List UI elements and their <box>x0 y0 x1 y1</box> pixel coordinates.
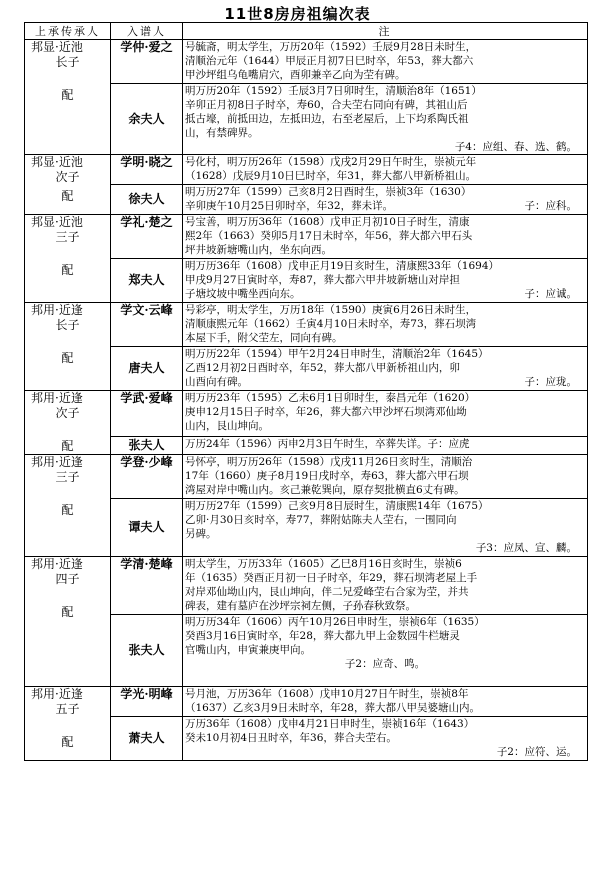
genealogy-table <box>24 22 588 761</box>
wife-name: 谭夫人 <box>111 499 183 557</box>
header-row <box>25 23 588 40</box>
wife-name: 郑夫人 <box>111 259 183 303</box>
husband-note: 号毓斋，明太学生，万历20年（1592）壬辰9月28日未时生， 清顺治元年（1644）甲辰正月初7日巳时卒，年53，葬大都六 甲沙坪组乌龟嘴肩穴，酉卯兼辛乙向为茔有碑。 <box>183 40 588 84</box>
table-row <box>25 687 588 717</box>
table-row <box>25 391 588 437</box>
member-name: 学武·爱峰 <box>111 391 183 437</box>
wife-name: 张夫人 <box>111 437 183 455</box>
wife-note: 明万历27年（1599）己亥8月2日酉时生，崇祯3年（1630） 辛卯庚午10月25日卯时卒，年32，葬未详。 子：应科。 <box>183 185 588 215</box>
header-member: 入谱人 <box>111 23 183 40</box>
ancestor-cell: 邦显·近池 次子 配 <box>25 155 111 215</box>
wife-note: 明万历27年（1599）己亥9月8日辰时生，清康熙14年（1675） 乙卯·月30日亥时卒，寿77，葬附姑陈夫人茔右，一围同向 另碑。 子3：应凤、宣、麟。 <box>183 499 588 557</box>
wife-note: 明万历36年（1608）戊申正月19日亥时生，清康熙33年（1694） 甲戌9月27日寅时卒，寿87，葬大都六甲井坡新塘山对岸担 子塘坟坡中嘴坐西向东。 子：应诚。 <box>183 259 588 303</box>
husband-note: 号化村，明万历26年（1598）戊戌2月29日午时生，崇祯元年 （1628）戊辰9月10日巳时卒，年31，葬大都八甲新桥祖山。 <box>183 155 588 185</box>
wife-name: 徐夫人 <box>111 185 183 215</box>
table-row <box>25 455 588 499</box>
children-note: 子3：应凤、宣、麟。 <box>475 542 577 554</box>
wife-name: 余夫人 <box>111 84 183 155</box>
member-name: 学礼·楚之 <box>111 215 183 259</box>
table-row <box>25 303 588 347</box>
ancestor-cell: 邦用·近逢 长子 配 <box>25 303 111 391</box>
children-note: 子：应诚。 <box>524 288 577 300</box>
member-name: 学登·少峰 <box>111 455 183 499</box>
page-title: 11世8房房祖编次表 <box>224 5 371 23</box>
wife-note: 万历24年（1596）丙申2月3日午时生，卒葬失详。子：应虎 <box>183 437 588 455</box>
wife-name: 萧夫人 <box>111 717 183 761</box>
wife-note: 明万历20年（1592）壬辰3月7日卯时生，清顺治8年（1651） 辛卯正月初8日子时卒，寿60，合夫茔右同向有碑，其祖山后 抵古壕，前抵田边，左抵田边，右至老屋后，上下均系陶氏祖 山，有禁碑界。 子4：应组、春、选、鹤。 <box>183 84 588 155</box>
header-ancestor: 上承传承人 <box>25 23 111 40</box>
children-note: 子：应珑。 <box>524 376 577 388</box>
children-note: 子2：应符、运。 <box>496 746 577 758</box>
member-name: 学文·云峰 <box>111 303 183 347</box>
ancestor-cell: 邦用·近逢 五子 配 <box>25 687 111 761</box>
children-note: 子：应科。 <box>524 200 577 212</box>
member-name: 学明·晓之 <box>111 155 183 185</box>
member-name: 学光·明峰 <box>111 687 183 717</box>
ancestor-cell: 邦用·近逢 三子 配 <box>25 455 111 557</box>
table-row <box>25 215 588 259</box>
husband-note: 号宝善，明万历36年（1608）戊申正月初10日子时生，清康 熙2年（1663）癸卯5月17日未时卒，年56，葬大都六甲石头 坪井坡新塘嘴山内，坐东向西。 <box>183 215 588 259</box>
ancestor-cell: 邦显·近池 三子 配 <box>25 215 111 303</box>
table-row <box>25 155 588 185</box>
wife-note: 明万历34年（1606）丙午10月26日申时生，崇祯6年（1635） 癸酉3月16日寅时卒，年28，葬大都九甲上金数园牛栏塘灵 官嘴山内，申寅兼庚甲向。 子2：应奇、鸣。 <box>183 615 588 687</box>
children-note: 子4：应组、春、选、鹤。 <box>454 141 577 153</box>
wife-name: 张夫人 <box>111 615 183 687</box>
wife-note: 万历36年（1608）戊申4月21日申时生，崇祯16年（1643） 癸未10月初4日丑时卒，年36，葬合夫茔右。 子2：应符、运。 <box>183 717 588 761</box>
member-name: 学仲·爱之 <box>111 40 183 84</box>
ancestor-cell: 邦用·近逢 次子 配 <box>25 391 111 455</box>
husband-note: 号月池，万历36年（1608）戊申10月27日午时生，崇祯8年 （1637）乙亥3月9日未时卒，年28，葬大都八甲吴婆塘山内。 <box>183 687 588 717</box>
ancestor-cell: 邦用·近逢 四子 配 <box>25 557 111 687</box>
husband-note: 号彩亭，明太学生，万历18年（1590）庚寅6月26日未时生， 清顺康熙元年（1662）壬寅4月10日未时卒，寿73，葬石坝湾 本屋下手，附父茔左，同向有碑。 <box>183 303 588 347</box>
table-row <box>25 557 588 615</box>
table-row <box>25 40 588 84</box>
children-note: 子2：应奇、鸣。 <box>344 658 426 670</box>
header-notes: 注 <box>183 23 588 40</box>
husband-note: 明太学生，万历33年（1605）乙巳8月16日亥时生，崇祯6 年（1635）癸酉正月初一日子时卒，年29，葬石坝湾老屋上手 对岸邓仙坳山内，艮山坤向，伴二兄爱峰茔右合家为茔，并共 碑表，建有墓庐在沙坪宗祠左侧，子孙春秋致祭。 <box>183 557 588 615</box>
wife-note: 明万历22年（1594）甲午2月24日申时生，清顺治2年（1645） 乙酉12月初2日酉时卒，年52，葬大都八甲新桥祖山内，卯 山酉向有碑。 子：应珑。 <box>183 347 588 391</box>
wife-name: 唐夫人 <box>111 347 183 391</box>
husband-note: 明万历23年（1595）乙未6月1日卯时生，泰昌元年（1620） 庚申12月15日子时卒，年26，葬大都六甲沙坪石坝湾邓仙坳 山内，艮山坤向。 <box>183 391 588 437</box>
husband-note: 号怀亭，明万历26年（1598）戊戌11月26日亥时生，清顺治 17年（1660）庚子8月19日戌时卒，寿63，葬大都六甲石坝 湾屋对岸中嘴山内。亥己兼乾巽向，原存契批横直6丈有碑。 <box>183 455 588 499</box>
ancestor-cell: 邦显·近池 长子 配 <box>25 40 111 155</box>
member-name: 学清·楚峰 <box>111 557 183 615</box>
